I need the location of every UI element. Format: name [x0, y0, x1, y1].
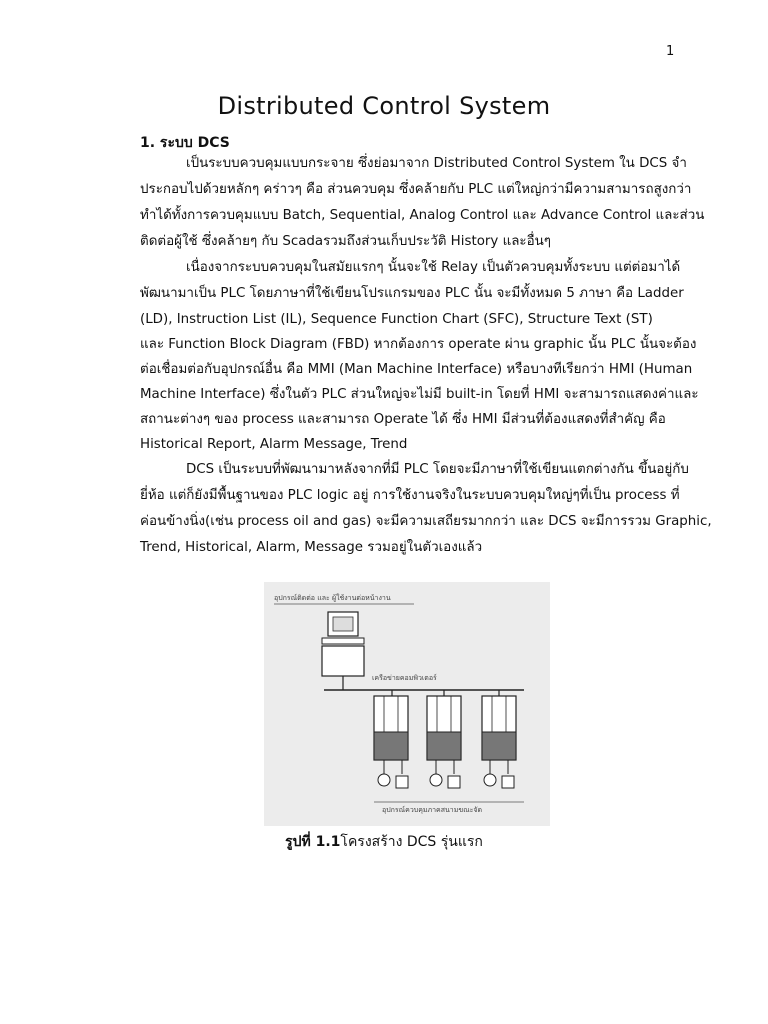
paragraph-line: สถานะต่างๆ ของ process และสามารถ Operate ได้ ซึ่ง HMI มีส่วนที่ต้องแสดงที่สำคัญ คือ: [140, 412, 666, 427]
controller-cabinet: [374, 690, 408, 760]
paragraph-line: เนื่องจากระบบควบคุมในสมัยแรกๆ นั้นจะใช้ Relay เป็นตัวควบคุมทั้งระบบ แต่ต่อมาได้: [186, 260, 681, 275]
valve-icon: [396, 776, 408, 788]
section-heading: 1. ระบบ DCS: [140, 135, 230, 151]
figure-label-bottom: อุปกรณ์ควบคุมภาคสนามขณะจัด: [382, 806, 483, 814]
dcs-diagram: [264, 582, 550, 826]
paragraph-line: พัฒนามาเป็น PLC โดยภาษาที่ใช้เขียนโปรแกรมของ PLC นั้น จะมีทั้งหมด 5 ภาษา คือ Ladder: [140, 286, 684, 301]
paragraph-line: Historical Report, Alarm Message, Trend: [140, 437, 408, 452]
sensor-icon: [484, 774, 496, 786]
paragraph-line: DCS เป็นระบบที่พัฒนามาหลังจากที่มี PLC โดยจะมีภาษาที่ใช้เขียนแตกต่างกัน ขึ้นอยู่กับ: [186, 462, 689, 477]
paragraph-line: (LD), Instruction List (IL), Sequence Function Chart (SFC), Structure Text (ST): [140, 312, 653, 327]
paragraph-line: ประกอบไปด้วยหลักๆ คร่าวๆ คือ ส่วนควบคุม ซึ่งคล้ายกับ PLC แต่ใหญ่กว่ามีความสามารถสูงกว่า: [140, 182, 692, 197]
controller-cabinet: [482, 690, 516, 760]
computer-icon: [322, 646, 364, 676]
figure-label-network: เครือข่ายคอมพิวเตอร์: [372, 674, 437, 682]
sensor-icon: [430, 774, 442, 786]
sensor-icon: [378, 774, 390, 786]
valve-icon: [502, 776, 514, 788]
page-number: 1: [666, 44, 675, 59]
paragraph-line: Machine Interface) ซึ่งในตัว PLC ส่วนใหญ่จะไม่มี built-in โดยที่ HMI จะสามารถแสดงค่าและ: [140, 387, 699, 402]
controller-cabinet: [427, 690, 461, 760]
paragraph-line: ต่อเชื่อมต่อกับอุปกรณ์อื่น คือ MMI (Man Machine Interface) หรือบางทีเรียกว่า HMI (Human: [140, 362, 693, 377]
paragraph-line: ติดต่อผู้ใช้ ซึ่งคล้ายๆ กับ Scadaรวมถึงส่วนเก็บประวัติ History และอื่นๆ: [140, 234, 551, 249]
dcs-structure-figure: [264, 582, 550, 826]
paragraph-line: เป็นระบบควบคุมแบบกระจาย ซึ่งย่อมาจาก Distributed Control System ใน DCS จำ: [186, 156, 687, 171]
valve-icon: [448, 776, 460, 788]
paragraph-line: ค่อนข้างนิ่ง(เช่น process oil and gas) จะมีความเสถียรมากกว่า และ DCS จะมีการรวม Graphic,: [140, 514, 712, 529]
paragraph-line: ทำได้ทั้งการควบคุมแบบ Batch, Sequential, Analog Control และ Advance Control และส่วน: [140, 208, 705, 223]
caption-text: โครงสร้าง DCS รุ่นแรก: [340, 834, 483, 850]
paragraph-line: และ Function Block Diagram (FBD) หากต้องการ operate ผ่าน graphic นั้น PLC นั้นจะต้อง: [140, 337, 697, 352]
figure-caption: [0, 831, 768, 853]
figure-label-top: อุปกรณ์ติดต่อ และ ผู้ใช้งานต่อหน้างาน: [274, 594, 391, 602]
document-title: Distributed Control System: [217, 92, 551, 120]
caption-prefix: รูปที่ 1.1: [285, 834, 341, 850]
paragraph-line: Trend, Historical, Alarm, Message รวมอยู่ในตัวเองแล้ว: [140, 540, 483, 555]
paragraph-line: ยี่ห้อ แต่ก็ยังมีพื้นฐานของ PLC logic อยู่ การใช้งานจริงในระบบควบคุมใหญ่ๆที่เป็น process ที่: [140, 488, 680, 503]
